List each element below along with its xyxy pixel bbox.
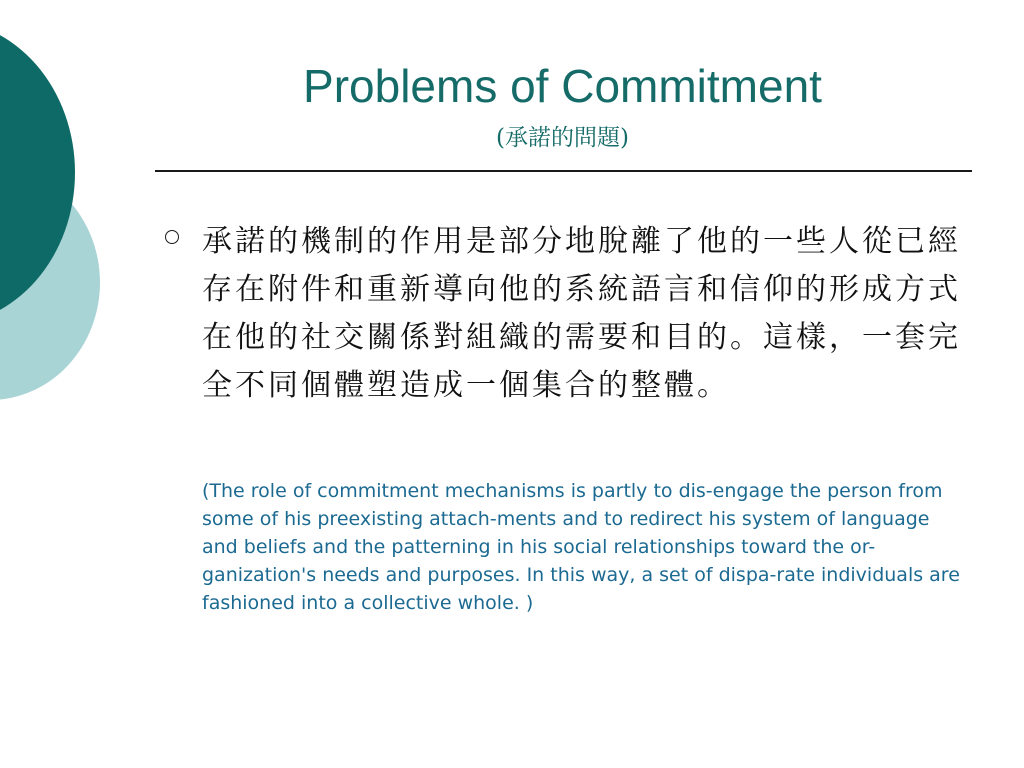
title-divider [155,170,972,172]
slide-subtitle: (承諾的問題) [496,125,629,151]
hollow-circle-bullet-icon [165,230,179,244]
slide-title: Problems of Commitment [303,60,822,112]
bullet-text-chinese: 承諾的機制的作用是部分地脫離了他的一些人從已經存在附件和重新導向他的系統語言和信仰的形成方式在他的社交關係對組織的需要和目的。這樣，一套完全不同個體塑造成一個集合的整體。 [202,224,961,403]
bullet-text-english: (The role of commitment mechanisms is partly to dis-engage the person from some of his preexisting attach-ments and to redirect his system of language and beliefs and the patterning in his social relationships toward the or-ganization's needs and purposes. In this way, a set of dispa-rate individuals are fashioned into a collective whole. ) [202,480,960,614]
